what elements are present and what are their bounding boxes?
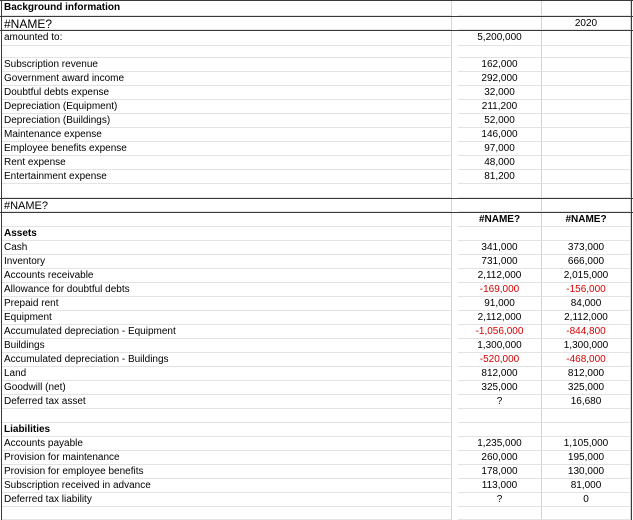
expense-c2[interactable] bbox=[542, 58, 631, 72]
blank-c2[interactable] bbox=[542, 46, 631, 58]
expense-row bbox=[0, 170, 633, 184]
asset-value-2[interactable]: 373,000 bbox=[542, 241, 631, 255]
expense-label[interactable]: Doubtful debts expense bbox=[2, 86, 452, 100]
assets-c2[interactable] bbox=[542, 227, 631, 241]
asset-label[interactable]: Inventory bbox=[2, 255, 452, 269]
liability-value-2[interactable]: 1,105,000 bbox=[542, 437, 631, 451]
asset-row bbox=[0, 297, 633, 311]
asset-label[interactable]: Prepaid rent bbox=[2, 297, 452, 311]
expense-row bbox=[0, 100, 633, 114]
asset-value-1[interactable]: 1,300,000 bbox=[458, 339, 542, 353]
liability-label[interactable]: Accounts payable bbox=[2, 437, 452, 451]
asset-value-1[interactable]: 325,000 bbox=[458, 381, 542, 395]
liability-row bbox=[0, 451, 633, 465]
asset-value-1[interactable]: -169,000 bbox=[458, 283, 542, 297]
blank-c1[interactable] bbox=[458, 507, 542, 520]
asset-row bbox=[0, 339, 633, 353]
liability-row bbox=[0, 493, 633, 507]
header-label-cell[interactable] bbox=[2, 213, 452, 227]
liability-value-1[interactable]: 178,000 bbox=[458, 465, 542, 479]
expense-label[interactable]: Depreciation (Buildings) bbox=[2, 114, 452, 128]
blank-cell[interactable] bbox=[2, 184, 452, 198]
asset-row bbox=[0, 269, 633, 283]
asset-value-2[interactable]: 325,000 bbox=[542, 381, 631, 395]
blank-cell[interactable] bbox=[2, 46, 452, 58]
expense-c2[interactable] bbox=[542, 86, 631, 100]
expense-c2[interactable] bbox=[542, 100, 631, 114]
year-cell[interactable]: 2020 bbox=[542, 17, 631, 30]
expense-value[interactable]: 32,000 bbox=[458, 86, 542, 100]
amount-c2[interactable] bbox=[542, 31, 631, 46]
expense-value[interactable]: 52,000 bbox=[458, 114, 542, 128]
expense-row bbox=[0, 58, 633, 72]
asset-value-1[interactable]: 812,000 bbox=[458, 367, 542, 381]
asset-label[interactable]: Accumulated depreciation - Buildings bbox=[2, 353, 452, 367]
background-title[interactable]: Background information bbox=[2, 1, 452, 16]
asset-value-2[interactable]: 2,015,000 bbox=[542, 269, 631, 283]
blank-row bbox=[0, 46, 633, 58]
blank-c2[interactable] bbox=[542, 507, 631, 520]
asset-value-2[interactable]: 1,300,000 bbox=[542, 339, 631, 353]
s2-c1[interactable] bbox=[458, 199, 542, 212]
asset-value-2[interactable]: -468,000 bbox=[542, 353, 631, 367]
asset-value-1[interactable]: -1,056,000 bbox=[458, 325, 542, 339]
asset-row bbox=[0, 353, 633, 367]
expense-row bbox=[0, 72, 633, 86]
blank-c1[interactable] bbox=[458, 409, 542, 423]
asset-label[interactable]: Land bbox=[2, 367, 452, 381]
asset-label[interactable]: Allowance for doubtful debts bbox=[2, 283, 452, 297]
section2-title[interactable]: #NAME? bbox=[2, 199, 452, 212]
liabilities-title-row bbox=[0, 423, 633, 437]
liability-label[interactable]: Provision for employee benefits bbox=[2, 465, 452, 479]
liability-label[interactable]: Subscription received in advance bbox=[2, 479, 452, 493]
blank-cell[interactable] bbox=[2, 507, 452, 520]
expense-row bbox=[0, 128, 633, 142]
asset-value-1[interactable]: 2,112,000 bbox=[458, 269, 542, 283]
title-c2[interactable] bbox=[542, 1, 631, 16]
asset-value-2[interactable]: -156,000 bbox=[542, 283, 631, 297]
blank-cell[interactable] bbox=[2, 409, 452, 423]
expense-value[interactable]: 211,200 bbox=[458, 100, 542, 114]
expense-row bbox=[0, 86, 633, 100]
asset-row bbox=[0, 325, 633, 339]
expense-c2[interactable] bbox=[542, 128, 631, 142]
liability-value-2[interactable]: 130,000 bbox=[542, 465, 631, 479]
col2-header[interactable]: #NAME? bbox=[542, 213, 631, 227]
expense-row bbox=[0, 156, 633, 170]
expense-label[interactable]: Maintenance expense bbox=[2, 128, 452, 142]
expense-label[interactable]: Entertainment expense bbox=[2, 170, 452, 184]
asset-label[interactable]: Deferred tax asset bbox=[2, 395, 452, 409]
amount-value[interactable]: 5,200,000 bbox=[458, 31, 542, 46]
asset-label[interactable]: Equipment bbox=[2, 311, 452, 325]
asset-value-1[interactable]: 731,000 bbox=[458, 255, 542, 269]
asset-label[interactable]: Accounts receivable bbox=[2, 269, 452, 283]
expense-value[interactable]: 292,000 bbox=[458, 72, 542, 86]
column-header-row bbox=[0, 213, 633, 227]
liability-value-2[interactable]: 0 bbox=[542, 493, 631, 507]
asset-value-1[interactable]: -520,000 bbox=[458, 353, 542, 367]
liab-c1[interactable] bbox=[458, 423, 542, 437]
liabilities-title[interactable]: Liabilities bbox=[2, 423, 452, 437]
liability-value-2[interactable]: 195,000 bbox=[542, 451, 631, 465]
liability-value-1[interactable]: 1,235,000 bbox=[458, 437, 542, 451]
blank-row bbox=[0, 409, 633, 423]
liability-value-1[interactable]: 113,000 bbox=[458, 479, 542, 493]
liability-label[interactable]: Provision for maintenance bbox=[2, 451, 452, 465]
expense-label[interactable]: Government award income bbox=[2, 72, 452, 86]
expense-value[interactable]: 81,200 bbox=[458, 170, 542, 184]
liability-row bbox=[0, 465, 633, 479]
asset-value-2[interactable]: 16,680 bbox=[542, 395, 631, 409]
amount-label[interactable]: amounted to: bbox=[2, 31, 452, 46]
asset-row bbox=[0, 395, 633, 409]
expense-c2[interactable] bbox=[542, 72, 631, 86]
liab-c2[interactable] bbox=[542, 423, 631, 437]
blank-row bbox=[0, 184, 633, 198]
expense-label[interactable]: Employee benefits expense bbox=[2, 142, 452, 156]
liability-label[interactable]: Deferred tax liability bbox=[2, 493, 452, 507]
asset-value-2[interactable]: 2,112,000 bbox=[542, 311, 631, 325]
assets-title-row bbox=[0, 227, 633, 241]
asset-value-1[interactable]: 341,000 bbox=[458, 241, 542, 255]
expense-c2[interactable] bbox=[542, 142, 631, 156]
expense-value[interactable]: 146,000 bbox=[458, 128, 542, 142]
asset-label[interactable]: Accumulated depreciation - Equipment bbox=[2, 325, 452, 339]
name-c1[interactable] bbox=[458, 17, 542, 30]
assets-title[interactable]: Assets bbox=[2, 227, 452, 241]
asset-row bbox=[0, 255, 633, 269]
asset-value-2[interactable]: 84,000 bbox=[542, 297, 631, 311]
liability-value-2[interactable]: 81,000 bbox=[542, 479, 631, 493]
liability-value-1[interactable]: ? bbox=[458, 493, 542, 507]
liability-value-1[interactable]: 260,000 bbox=[458, 451, 542, 465]
expense-row bbox=[0, 114, 633, 128]
asset-value-1[interactable]: 91,000 bbox=[458, 297, 542, 311]
expense-c2[interactable] bbox=[542, 170, 631, 184]
liability-row bbox=[0, 437, 633, 451]
name-cell[interactable]: #NAME? bbox=[2, 17, 452, 30]
section2-title-row bbox=[0, 199, 633, 212]
asset-value-1[interactable]: 2,112,000 bbox=[458, 311, 542, 325]
blank-c1[interactable] bbox=[458, 184, 542, 198]
asset-value-2[interactable]: 666,000 bbox=[542, 255, 631, 269]
col1-header[interactable]: #NAME? bbox=[458, 213, 542, 227]
amount-row bbox=[0, 31, 633, 46]
blank-c2[interactable] bbox=[542, 409, 631, 423]
asset-row bbox=[0, 241, 633, 255]
asset-label[interactable]: Cash bbox=[2, 241, 452, 255]
asset-row bbox=[0, 381, 633, 395]
asset-value-1[interactable]: ? bbox=[458, 395, 542, 409]
title-c1[interactable] bbox=[458, 1, 542, 16]
title-row bbox=[0, 1, 633, 16]
name-row bbox=[0, 17, 633, 30]
blank-c2[interactable] bbox=[542, 184, 631, 198]
asset-value-2[interactable]: 812,000 bbox=[542, 367, 631, 381]
expense-label[interactable]: Depreciation (Equipment) bbox=[2, 100, 452, 114]
asset-row bbox=[0, 283, 633, 297]
expense-value[interactable]: 48,000 bbox=[458, 156, 542, 170]
asset-row bbox=[0, 311, 633, 325]
asset-label[interactable]: Goodwill (net) bbox=[2, 381, 452, 395]
liability-row bbox=[0, 479, 633, 493]
blank-c1[interactable] bbox=[458, 46, 542, 58]
expense-c2[interactable] bbox=[542, 156, 631, 170]
assets-c1[interactable] bbox=[458, 227, 542, 241]
expense-value[interactable]: 97,000 bbox=[458, 142, 542, 156]
asset-label[interactable]: Buildings bbox=[2, 339, 452, 353]
expense-label[interactable]: Rent expense bbox=[2, 156, 452, 170]
asset-row bbox=[0, 367, 633, 381]
expense-value[interactable]: 162,000 bbox=[458, 58, 542, 72]
s2-c2[interactable] bbox=[542, 199, 631, 212]
expense-label[interactable]: Subscription revenue bbox=[2, 58, 452, 72]
expense-c2[interactable] bbox=[542, 114, 631, 128]
expense-row bbox=[0, 142, 633, 156]
blank-row bbox=[0, 507, 633, 520]
asset-value-2[interactable]: -844,800 bbox=[542, 325, 631, 339]
